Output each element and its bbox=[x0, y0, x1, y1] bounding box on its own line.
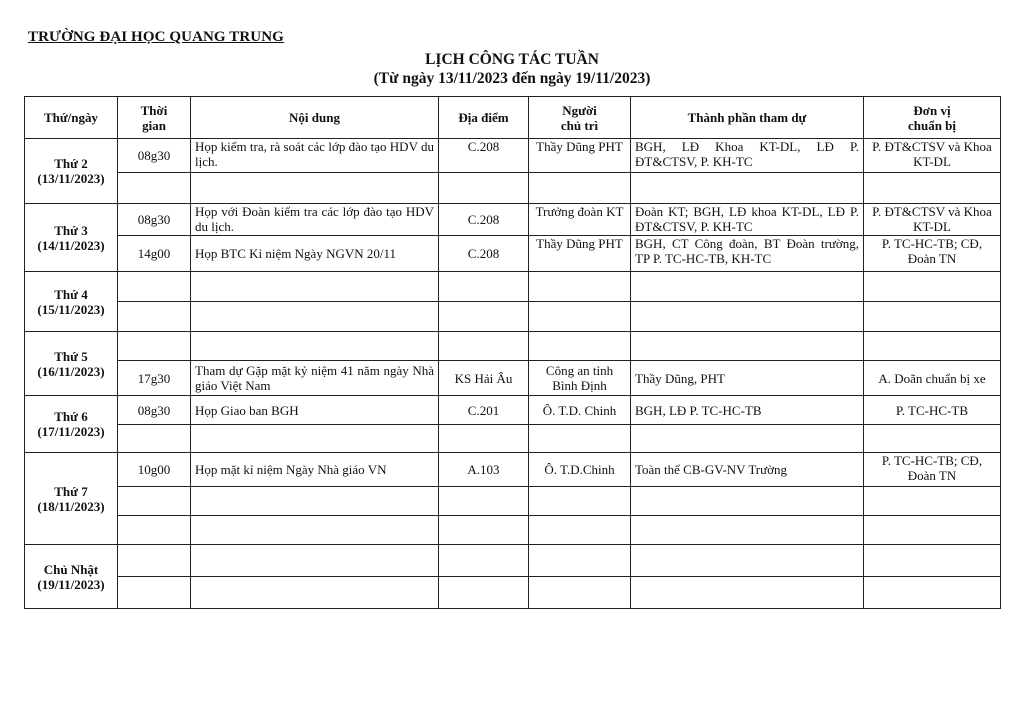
time-cell: 08g30 bbox=[118, 396, 191, 425]
place-cell: A.103 bbox=[439, 453, 529, 487]
header-content: Nội dung bbox=[191, 97, 439, 139]
participants-cell: BGH, LĐ P. TC-HC-TB bbox=[631, 396, 864, 425]
unit-cell: P. TC-HC-TB; CĐ, Đoàn TN bbox=[864, 236, 1001, 272]
day-cell: Thứ 5 (16/11/2023) bbox=[25, 332, 118, 396]
time-cell: 08g30 bbox=[118, 139, 191, 173]
table-row bbox=[25, 361, 1001, 396]
table-row bbox=[25, 236, 1001, 272]
day-cell: Thứ 7 (18/11/2023) bbox=[25, 453, 118, 545]
header-place: Địa điểm bbox=[439, 97, 529, 139]
participants-cell: BGH, LĐ Khoa KT-DL, LĐ P. ĐT&CTSV, P. KH-TC bbox=[631, 139, 864, 173]
place-cell: C.208 bbox=[439, 236, 529, 272]
table-row bbox=[25, 204, 1001, 236]
header-participants: Thành phần tham dự bbox=[631, 97, 864, 139]
host-cell: Công an tỉnh Bình Định bbox=[529, 361, 631, 396]
day-cell: Thứ 6 (17/11/2023) bbox=[25, 396, 118, 453]
participants-cell: Đoàn KT; BGH, LĐ khoa KT-DL, LĐ P. ĐT&CTSV, P. KH-TC bbox=[631, 204, 864, 236]
school-name: TRƯỜNG ĐẠI HỌC QUANG TRUNG bbox=[28, 29, 284, 45]
host-cell: Ô. T.D. Chinh bbox=[529, 396, 631, 425]
participants-cell: Toàn thể CB-GV-NV Trường bbox=[631, 453, 864, 487]
table-row bbox=[25, 173, 1001, 204]
table-row bbox=[25, 487, 1001, 516]
header-day: Thứ/ngày bbox=[25, 97, 118, 139]
content-cell: Họp Giao ban BGH bbox=[191, 396, 439, 425]
table-header-row bbox=[25, 97, 1001, 139]
unit-cell: P. TC-HC-TB; CĐ, Đoàn TN bbox=[864, 453, 1001, 487]
table-row bbox=[25, 545, 1001, 577]
table-row bbox=[25, 302, 1001, 332]
table-row bbox=[25, 272, 1001, 302]
content-cell: Họp mặt kỉ niệm Ngày Nhà giáo VN bbox=[191, 453, 439, 487]
header-time: Thời gian bbox=[118, 97, 191, 139]
host-cell: Thầy Dũng PHT bbox=[529, 236, 631, 272]
table-row bbox=[25, 516, 1001, 545]
host-cell: Thầy Dũng PHT bbox=[529, 139, 631, 173]
day-cell: Chủ Nhật (19/11/2023) bbox=[25, 545, 118, 609]
unit-cell: P. ĐT&CTSV và Khoa KT-DL bbox=[864, 204, 1001, 236]
content-cell: Họp BTC Kỉ niệm Ngày NGVN 20/11 bbox=[191, 236, 439, 272]
place-cell: KS Hải Âu bbox=[439, 361, 529, 396]
unit-cell: P. ĐT&CTSV và Khoa KT-DL bbox=[864, 139, 1001, 173]
unit-cell: P. TC-HC-TB bbox=[864, 396, 1001, 425]
time-cell: 10g00 bbox=[118, 453, 191, 487]
time-cell: 14g00 bbox=[118, 236, 191, 272]
header-host: Người chủ trì bbox=[529, 97, 631, 139]
participants-cell: BGH, CT Công đoàn, BT Đoàn trường, TP P. TC-HC-TB, KH-TC bbox=[631, 236, 864, 272]
host-cell: Trưởng đoàn KT bbox=[529, 204, 631, 236]
participants-cell: Thầy Dũng, PHT bbox=[631, 361, 864, 396]
document-title: LỊCH CÔNG TÁC TUẦN bbox=[425, 51, 599, 68]
table-row bbox=[25, 425, 1001, 453]
place-cell: C.208 bbox=[439, 204, 529, 236]
table-row bbox=[25, 332, 1001, 361]
time-cell: 17g30 bbox=[118, 361, 191, 396]
table-row bbox=[25, 577, 1001, 609]
day-cell: Thứ 2 (13/11/2023) bbox=[25, 139, 118, 204]
header-unit: Đơn vị chuẩn bị bbox=[864, 97, 1001, 139]
content-cell: Tham dự Gặp mặt kỷ niệm 41 năm ngày Nhà giáo Việt Nam bbox=[191, 361, 439, 396]
schedule-table bbox=[24, 96, 1001, 609]
table-row bbox=[25, 453, 1001, 487]
host-cell: Ô. T.D.Chinh bbox=[529, 453, 631, 487]
table-row bbox=[25, 139, 1001, 173]
document-subtitle: (Từ ngày 13/11/2023 đến ngày 19/11/2023) bbox=[373, 70, 651, 87]
place-cell: C.201 bbox=[439, 396, 529, 425]
day-cell: Thứ 4 (15/11/2023) bbox=[25, 272, 118, 332]
table-row bbox=[25, 396, 1001, 425]
unit-cell: A. Doãn chuẩn bị xe bbox=[864, 361, 1001, 396]
content-cell: Họp kiểm tra, rà soát các lớp đào tạo HDV du lịch. bbox=[191, 139, 439, 173]
place-cell: C.208 bbox=[439, 139, 529, 173]
content-cell: Họp với Đoàn kiểm tra các lớp đào tạo HDV du lịch. bbox=[191, 204, 439, 236]
time-cell: 08g30 bbox=[118, 204, 191, 236]
day-cell: Thứ 3 (14/11/2023) bbox=[25, 204, 118, 272]
